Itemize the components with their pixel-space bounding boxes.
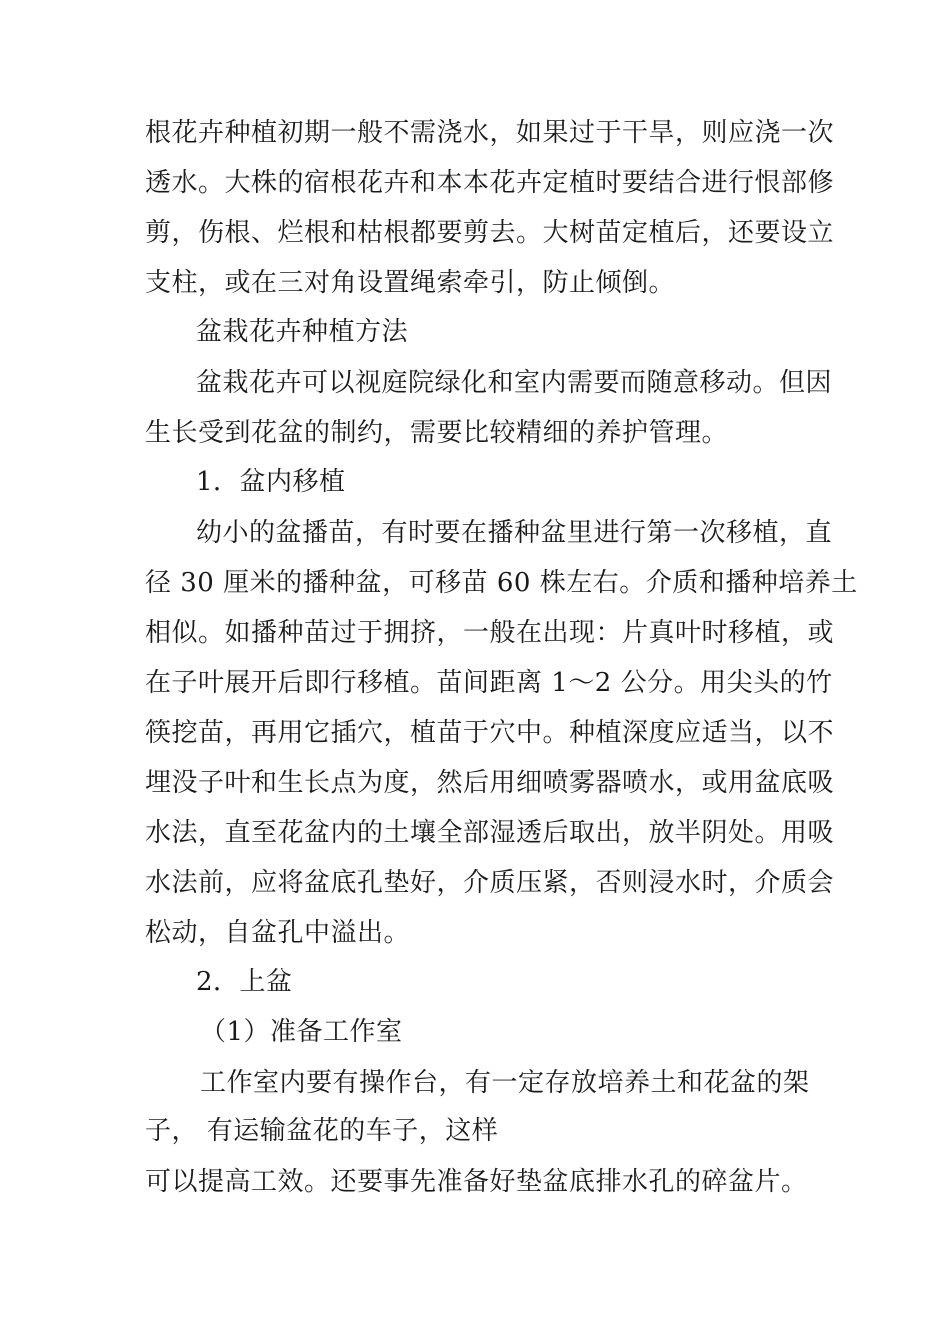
subsection-heading-2: 2．上盆 [196, 967, 293, 997]
text-line-17: 松动，自盆孔中溢出。 [145, 918, 411, 948]
text-line-11: 相似。如播种苗过于拥挤，一般在出现：片真叶时移植，或 [145, 618, 835, 648]
text-line-13: 筷挖苗，再用它插穴，植苗于穴中。种植深度应适当，以不 [145, 718, 835, 748]
text-line-10: 径 30 厘米的播种盆，可移苗 60 株左右。介质和播种培养土 [145, 568, 858, 598]
text-line-2: 透水。大株的宿根花卉和本本花卉定植时要结合进行恨部修 [145, 168, 835, 198]
text-line-6: 盆栽花卉可以视庭院绿化和室内需要而随意移动。但因 [196, 368, 833, 398]
text-line-9: 幼小的盆播苗，有时要在播种盆里进行第一次移植，直 [196, 518, 833, 548]
subsection-heading-1: 1．盆内移植 [196, 467, 346, 497]
text-line-7: 生长受到花盆的制约，需要比较精细的养护管理。 [145, 418, 729, 448]
text-line-12: 在子叶展开后即行移植。苗间距离 1～2 公分。用尖头的竹 [145, 668, 833, 698]
text-line-1: 根花卉种植初期一般不需浇水，如果过于干旱，则应浇一次 [145, 118, 835, 148]
text-line-14: 埋没子叶和生长点为度，然后用细喷雾器喷水，或用盆底吸 [145, 768, 835, 798]
text-line-22: 可以提高工效。还要事先准备好垫盆底排水孔的碎盆片。 [145, 1167, 808, 1197]
section-heading: 盆栽花卉种植方法 [196, 317, 409, 347]
text-line-15: 水法，直至花盆内的土壤全部湿透后取出，放半阴处。用吸 [145, 818, 835, 848]
text-line-20: 工作室内要有操作台，有一定存放培养土和花盆的架 [200, 1068, 810, 1098]
item-heading-1: （1）准备工作室 [200, 1017, 403, 1047]
text-line-3: 剪，伤根、烂根和枯根都要剪去。大树苗定植后，还要设立 [145, 218, 835, 248]
text-line-4: 支柱，或在三对角设置绳索牵引，防止倾倒。 [145, 268, 676, 298]
text-line-21: 子， 有运输盆花的车子，这样 [145, 1116, 499, 1146]
text-line-16: 水法前，应将盆底孔垫好，介质压紧，否则浸水时，介质会 [145, 868, 835, 898]
